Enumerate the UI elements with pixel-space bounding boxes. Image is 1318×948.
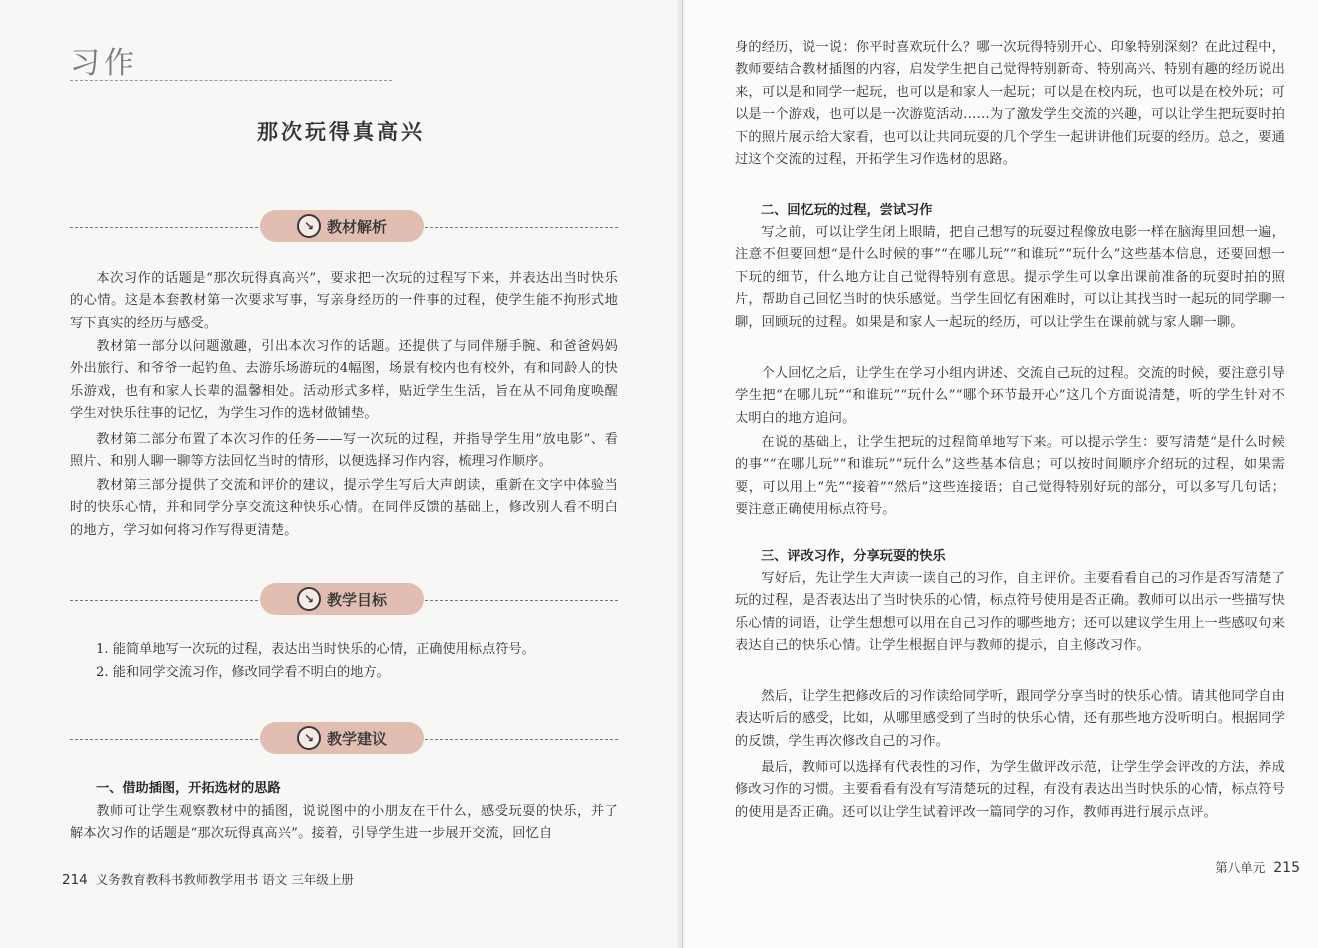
banner-pill: [260, 583, 424, 615]
left-footer: [62, 870, 354, 888]
banner-pill: [260, 210, 424, 242]
banner-label: 教学建议: [326, 729, 387, 748]
circle-arrow-down-right-icon: ↘: [297, 214, 321, 238]
suggestion-paragraph: 然后，让学生把修改后的习作读给同学听，跟同学分享当时的快乐心情。请其他同学自由表达听后的感受，比如，从哪里感受到了当时的快乐心情，还有那些地方没听明白。根据同学的反馈，学生再次修改自己的习作。: [735, 689, 1285, 749]
suggestion-heading: 一、借助插图，开拓选材的思路: [96, 781, 281, 796]
suggestion-heading: 三、评改习作，分享玩耍的快乐: [761, 549, 946, 564]
suggestion-paragraph: 教师可让学生观察教材中的插图，说说图中的小朋友在干什么，感受玩耍的快乐，并了解本次习作的话题是“那次玩得真高兴”。接着，引导学生进一步展开交流，回忆自: [70, 804, 618, 842]
unit-label: 第八单元: [1215, 860, 1266, 875]
banner-pill: [260, 722, 424, 754]
right-footer: [1215, 858, 1300, 876]
continued-paragraph: 身的经历，说一说：你平时喜欢玩什么？哪一次玩得特别开心、印象特别深刻？在此过程中，教师要结合教材插图的内容，启发学生把自己觉得特别新奇、特别高兴、特别有趣的经历说出来，可以是和同学一起玩，也可以是和家人一起玩；可以是在校内玩，也可以是在校外玩；可以是一个游戏，也可以是一次游览活动……为了激发学生交流的兴趣，可以让学生把玩耍时拍下的照片展示给大家看，也可以让共同玩耍的几个学生一起讲讲他们玩耍的经历。总之，要通过这个交流的过程，开拓学生习作选材的思路。: [735, 40, 1285, 168]
analysis-paragraph: 教材第三部分提供了交流和评价的建议，提示学生写后大声朗读，重新在文字中体验当时的快乐心情，并和同学分享交流这种快乐心情。在同伴反馈的基础上，修改别人看不明白的地方，学习如何将习作写得更清楚。: [70, 478, 618, 538]
banner-label: 教材解析: [326, 217, 387, 236]
page-number: 215: [1273, 860, 1300, 876]
analysis-paragraph: 教材第二部分布置了本次习作的任务——写一次玩的过程，并指导学生用“放电影”、看照片、和别人聊一聊等方法回忆当时的情形，以便选择习作内容，梳理习作顺序。: [70, 432, 618, 470]
book-title: 义务教育教科书教师教学用书 语文 三年级上册: [95, 872, 354, 887]
goal-item: 2. 能和同学交流习作，修改同学看不明白的地方。: [96, 665, 390, 680]
right-page: [682, 0, 1318, 948]
suggestion-paragraph: 最后，教师可以选择有代表性的习作，为学生做评改示范，让学生学会评改的方法，养成修改习作的习惯。主要看看有没有写清楚玩的过程，有没有表达出当时快乐的心情，标点符号的使用是否正确。还可以让学生试着评改一篇同学的习作，教师再进行展示点评。: [735, 760, 1285, 820]
goal-item: 1. 能简单地写一次玩的过程，表达出当时快乐的心情，正确使用标点符号。: [96, 642, 535, 657]
circle-arrow-down-right-icon: ↘: [297, 587, 321, 611]
suggestion-paragraph: 写之前，可以让学生闭上眼睛，把自己想写的玩耍过程像放电影一样在脑海里回想一遍，注意不但要回想“是什么时候的事”“在哪儿玩”“和谁玩”“玩什么”这些基本信息，还要回想一下玩的细节，什么地方让自己觉得特别有意思。提示学生可以拿出课前准备的玩耍时拍的照片，帮助自己回忆当时的快乐感觉。当学生回忆有困难时，可以让其找当时一起玩的同学聊一聊，回顾玩的过程。如果是和家人一起玩的经历，可以让学生在课前就与家人聊一聊。: [735, 225, 1285, 330]
analysis-paragraph: 本次习作的话题是“那次玩得真高兴”，要求把一次玩的过程写下来，并表达出当时快乐的心情。这是本套教材第一次要求写事，写亲身经历的一件事的过程，使学生能不拘形式地写下真实的经历与感受。: [70, 271, 618, 331]
banner-teaching-suggestions: [70, 722, 618, 756]
section-rule: [70, 80, 392, 81]
suggestion-heading: 二、回忆玩的过程，尝试习作: [761, 203, 933, 218]
circle-arrow-down-right-icon: ↘: [297, 726, 321, 750]
banner-teaching-goals: [70, 583, 618, 617]
page-number: 214: [62, 872, 88, 888]
section-label: 习作: [70, 46, 138, 81]
analysis-paragraph: 教材第一部分以问题激趣，引出本次习作的话题。还提供了与同伴掰手腕、和爸爸妈妈外出旅行、和爷爷一起钓鱼、去游乐场游玩的4幅图，场景有校内也有校外，有和同龄人的快乐游戏，也有和家人长辈的温馨相处。活动形式多样，贴近学生生活，旨在从不同角度唤醒学生对快乐往事的记忆，为学生习作的选材做铺垫。: [70, 339, 618, 422]
suggestion-paragraph: 写好后，先让学生大声读一读自己的习作，自主评价。主要看看自己的习作是否写清楚了玩的过程，是否表达出了当时快乐的心情，标点符号使用是否正确。教师可以出示一些描写快乐心情的词语，让学生想想可以用在自己习作的哪些地方；还可以建议学生用上一些感叹句来表达自己的快乐心情。让学生根据自评与教师的提示，自主修改习作。: [735, 571, 1285, 654]
suggestion-paragraph: 个人回忆之后，让学生在学习小组内讲述、交流自己玩的过程。交流的时候，要注意引导学生把“在哪儿玩”“和谁玩”“玩什么”“哪个环节最开心”这几个方面说清楚，听的学生针对不太明白的地方追问。: [735, 366, 1285, 426]
banner-label: 教学目标: [326, 590, 387, 609]
banner-textbook-analysis: [70, 210, 618, 244]
lesson-title: 那次玩得真高兴: [257, 120, 425, 144]
gutter-shadow: [676, 0, 686, 948]
suggestion-paragraph: 在说的基础上，让学生把玩的过程简单地写下来。可以提示学生：要写清楚“是什么时候的事”“在哪儿玩”“和谁玩”“玩什么”这些基本信息；可以按时间顺序介绍玩的过程，如果需要，可以用上“先”“接着”“然后”这些连接语；自己觉得特别好玩的部分，可以多写几句话；要注意正确使用标点符号。: [735, 435, 1285, 518]
